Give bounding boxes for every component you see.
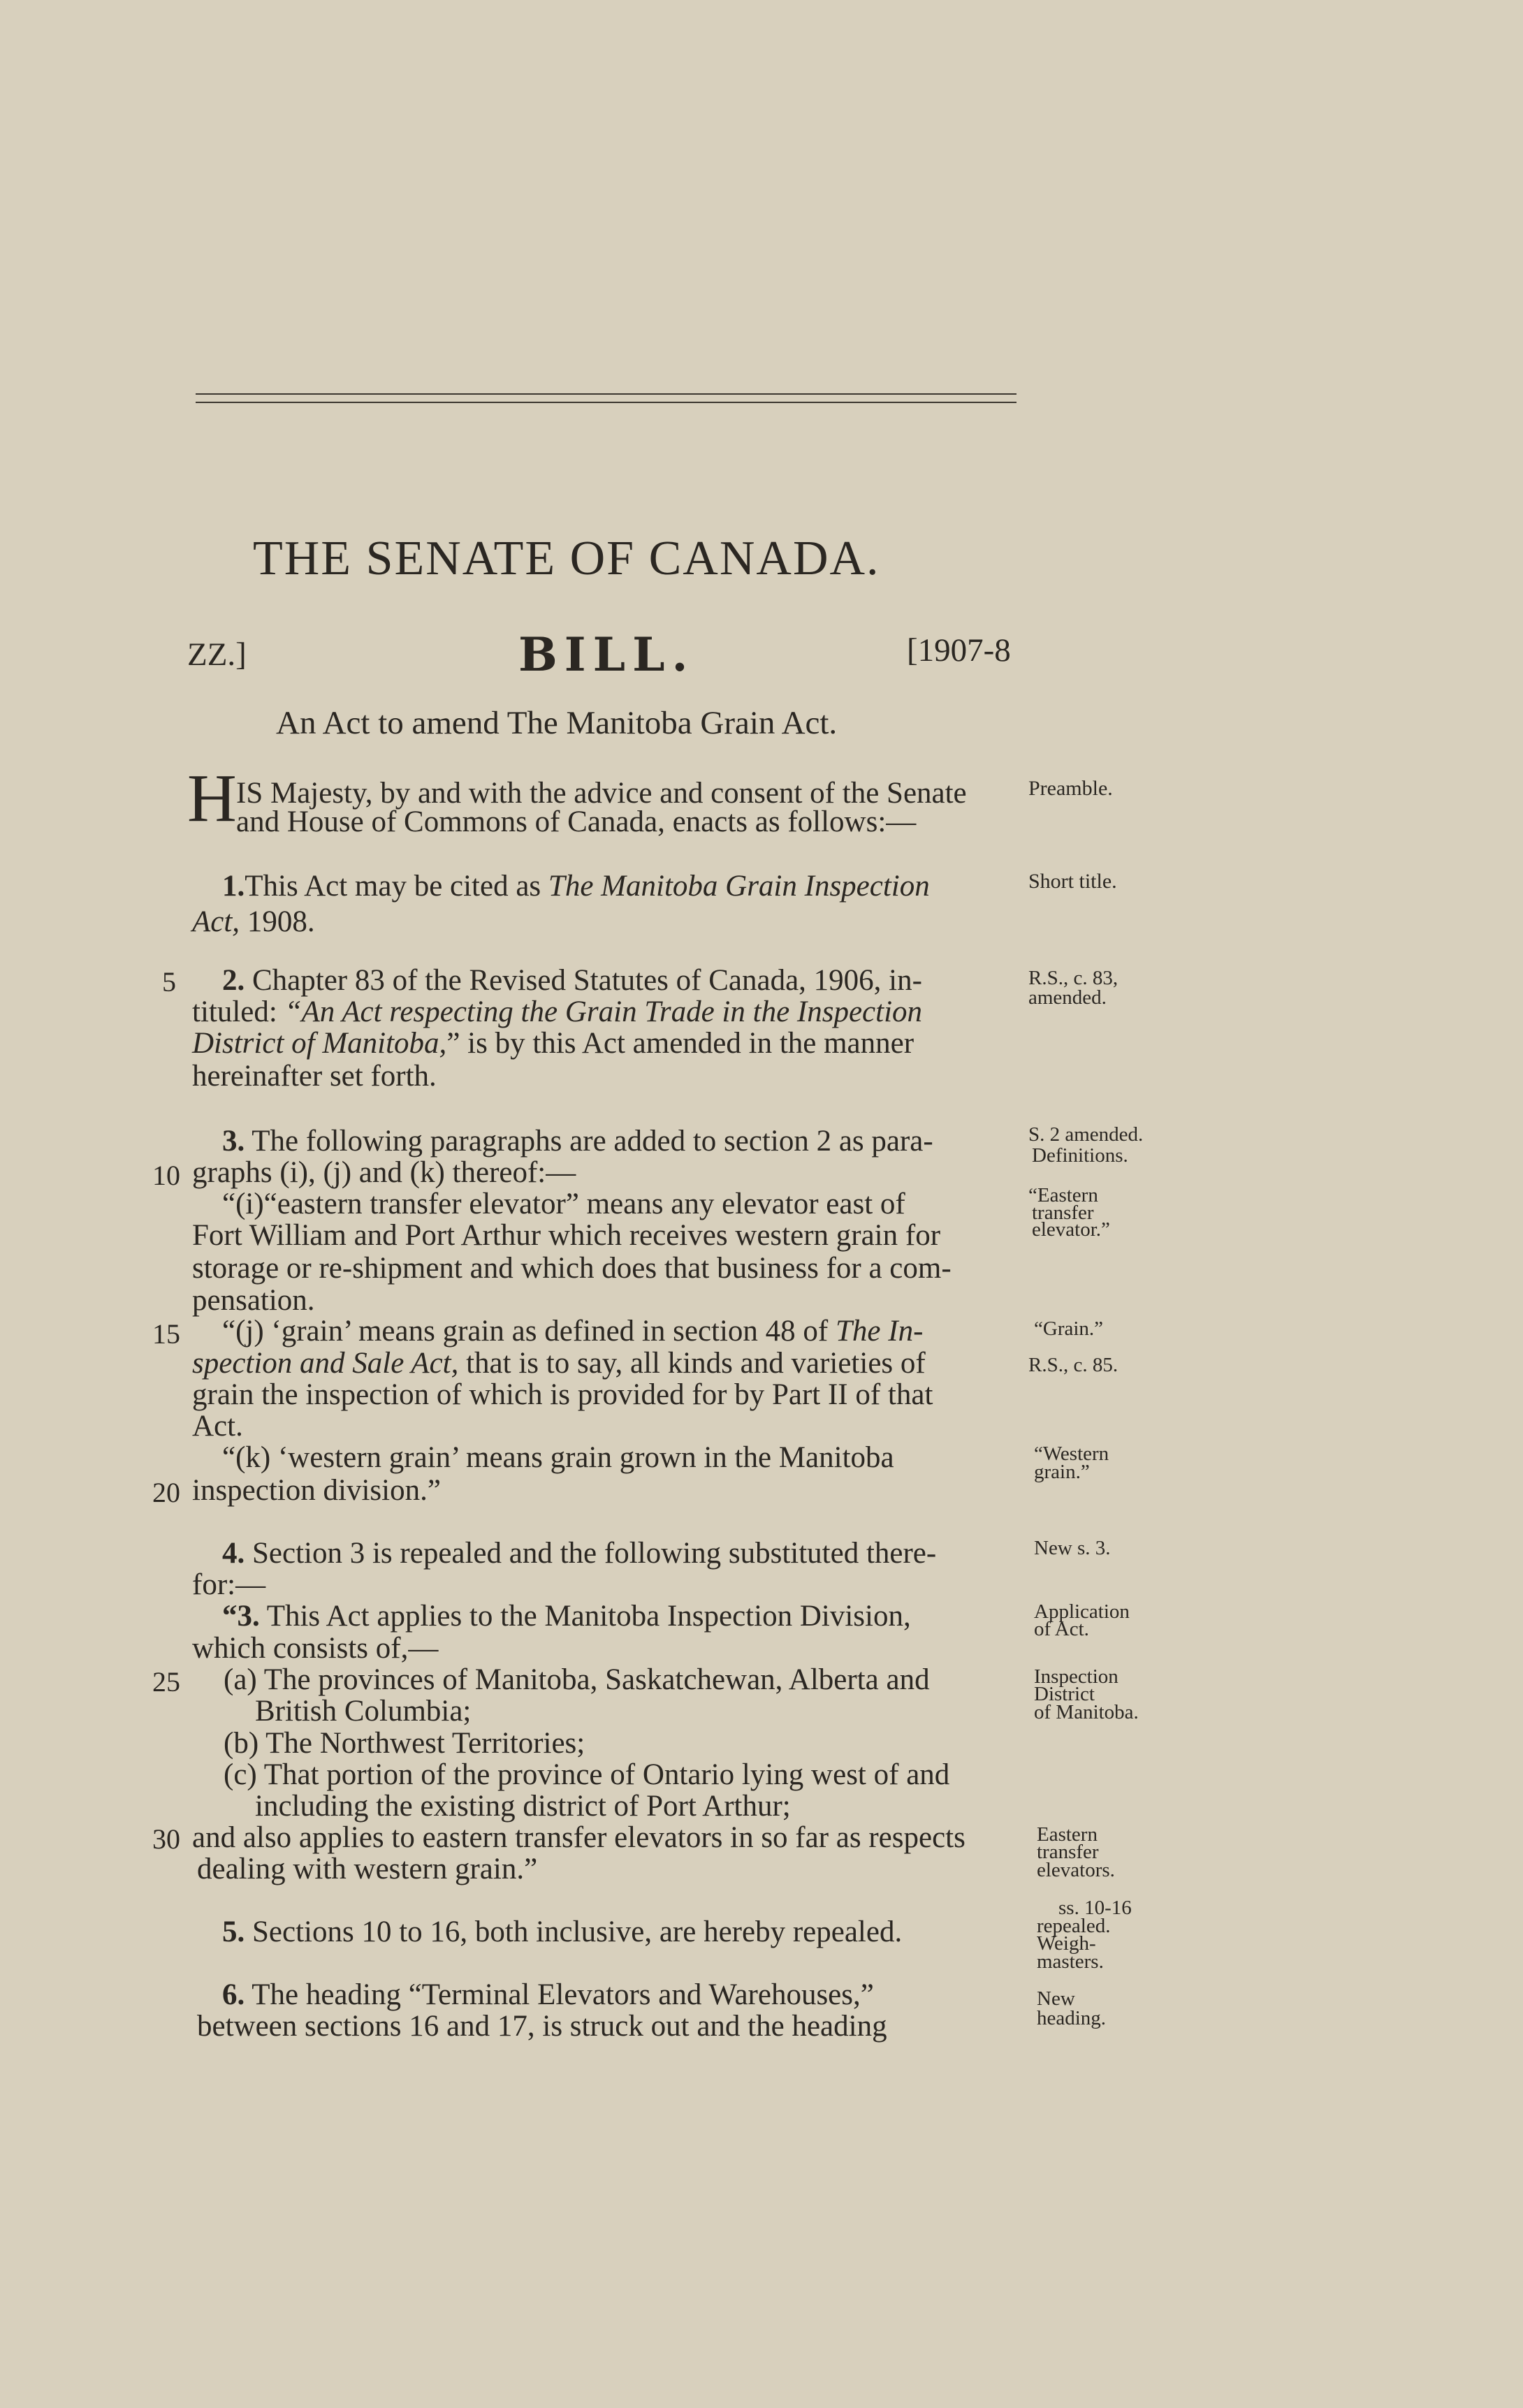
new-s3-line-2: which consists of,— xyxy=(192,1632,439,1665)
margin-note-western: “Western xyxy=(1034,1443,1109,1465)
clause-a-line-2: British Columbia; xyxy=(255,1695,472,1728)
top-rule xyxy=(196,393,1016,395)
margin-note-ss10-16: ss. 10-16 xyxy=(1058,1897,1132,1919)
clause-b-line: (b) The Northwest Territories; xyxy=(224,1727,585,1760)
session-year: [1907-8 xyxy=(907,632,1011,669)
section-5-number: 5. xyxy=(222,1916,245,1948)
section-3-text: The following paragraphs are added to section 2 as para- xyxy=(245,1125,933,1158)
section-4-line-2: for:— xyxy=(192,1568,266,1601)
section-3-line-1 xyxy=(222,1125,933,1158)
margin-note-preamble: Preamble. xyxy=(1028,777,1113,800)
margin-note-amended: amended. xyxy=(1028,986,1107,1009)
margin-note-rs85: R.S., c. 85. xyxy=(1028,1354,1118,1376)
margin-note-elevators: elevators. xyxy=(1037,1859,1115,1881)
para-k-line-2: inspection division.” xyxy=(192,1474,441,1507)
new-s3-text: This Act applies to the Manitoba Inspection Division, xyxy=(259,1600,911,1633)
section-3-number: 3. xyxy=(222,1125,245,1158)
section-4-text: Section 3 is repealed and the following substituted there- xyxy=(245,1537,937,1570)
para-i-line-1: “(i)“eastern transfer elevator” means any elevator east of xyxy=(222,1188,905,1220)
para-j-act-name-cont: spection and Sale Act, xyxy=(192,1347,459,1380)
preamble-line-2: and House of Commons of Canada, enacts as follows:— xyxy=(236,805,917,838)
para-j-text: “(j) ‘grain’ means grain as defined in section 48 of xyxy=(222,1315,836,1348)
section-2-number: 2. xyxy=(222,964,245,997)
section-1-year: 1908. xyxy=(240,905,315,938)
section-5-line-1 xyxy=(222,1916,902,1948)
section-2-amended-text: ” is by this Act amended in the manner xyxy=(446,1027,914,1060)
para-j-line-4: Act. xyxy=(192,1410,243,1443)
section-1-number: 1. xyxy=(222,870,245,903)
section-5-text: Sections 10 to 16, both inclusive, are hereby repealed. xyxy=(245,1916,903,1948)
section-6-text: The heading “Terminal Elevators and Warehouses,” xyxy=(245,1978,874,2011)
margin-note-weigh: Weigh- xyxy=(1037,1932,1096,1955)
section-6-line-1 xyxy=(222,1978,874,2011)
margin-note-application: Application xyxy=(1034,1600,1130,1623)
section-2-text: Chapter 83 of the Revised Statutes of Canada, 1906, in- xyxy=(245,964,922,997)
bill-code: ZZ.] xyxy=(187,636,247,673)
para-j-line-2 xyxy=(192,1347,926,1380)
margin-note-s2-amended: S. 2 amended. xyxy=(1028,1123,1144,1146)
top-rule-second xyxy=(196,402,1016,403)
para-j-text-cont: that is to say, all kinds and varieties of xyxy=(458,1347,926,1380)
section-1-line-2 xyxy=(192,905,315,938)
new-s3-number: “3. xyxy=(222,1600,260,1633)
section-6-line-2: between sections 16 and 17, is struck out and the heading xyxy=(197,2010,887,2043)
para-j-act-name: The In- xyxy=(836,1315,924,1348)
section-2-line-4: hereinafter set forth. xyxy=(192,1060,437,1093)
margin-note-rs83: R.S., c. 83, xyxy=(1028,967,1118,989)
section-2-tituled: tituled: xyxy=(192,995,285,1028)
margin-note-masters: masters. xyxy=(1037,1950,1104,1973)
line-number-30: 30 xyxy=(152,1823,180,1855)
para-i-line-2: Fort William and Port Arthur which receives western grain for xyxy=(192,1219,941,1252)
margin-note-inspection: Inspection xyxy=(1034,1665,1118,1688)
clause-c-line-1: (c) That portion of the province of Ontario lying west of and xyxy=(224,1758,950,1791)
section-2-line-2 xyxy=(192,995,922,1028)
margin-note-new-s3: New s. 3. xyxy=(1034,1537,1111,1559)
para-i-line-3: storage or re-shipment and which does that business for a com- xyxy=(192,1252,952,1285)
margin-note-transfer-elev: transfer xyxy=(1037,1841,1099,1863)
para-i-line-4: pensation. xyxy=(192,1284,315,1317)
section-1-act-word: Act, xyxy=(192,905,240,938)
margin-note-of-act: of Act. xyxy=(1034,1618,1089,1640)
line-number-20: 20 xyxy=(152,1477,180,1508)
margin-note-new: New xyxy=(1037,1987,1075,2010)
margin-note-definitions: Definitions. xyxy=(1032,1144,1128,1167)
section-2-line-1 xyxy=(222,964,922,997)
senate-title: THE SENATE OF CANADA. xyxy=(253,532,880,585)
section-1-line-1 xyxy=(222,870,930,903)
tail-line-2: dealing with western grain.” xyxy=(197,1853,538,1885)
para-j-line-1 xyxy=(222,1315,923,1348)
para-j-line-3: grain the inspection of which is provided for by Part II of that xyxy=(192,1378,933,1411)
margin-note-grain: “Grain.” xyxy=(1034,1318,1104,1340)
section-2-line-3 xyxy=(192,1027,914,1060)
preamble-line-1: IS Majesty, by and with the advice and consent of the Senate xyxy=(236,777,967,810)
section-4-number: 4. xyxy=(222,1537,245,1570)
clause-c-line-2: including the existing district of Port Arthur; xyxy=(255,1790,791,1823)
section-4-line-1 xyxy=(222,1537,936,1570)
clause-a-line-1: (a) The provinces of Manitoba, Saskatchewan, Alberta and xyxy=(224,1663,930,1696)
para-k-line-1: “(k) ‘western grain’ means grain grown in the Manitoba xyxy=(222,1441,894,1474)
margin-note-western-grain: grain.” xyxy=(1034,1461,1090,1483)
drop-cap: H xyxy=(187,761,237,836)
section-6-number: 6. xyxy=(222,1978,245,2011)
margin-note-eastern-elev: Eastern xyxy=(1037,1823,1098,1846)
margin-note-repealed: repealed. xyxy=(1037,1915,1111,1937)
margin-note-elevator: elevator.” xyxy=(1032,1218,1110,1241)
section-1-text: This Act may be cited as xyxy=(245,870,548,903)
tail-line-1: and also applies to eastern transfer elevators in so far as respects xyxy=(192,1821,965,1854)
bill-label: BILL. xyxy=(518,627,695,682)
section-1-act-name: The Manitoba Grain Inspection xyxy=(548,870,930,903)
line-number-15: 15 xyxy=(152,1318,180,1350)
margin-note-short-title: Short title. xyxy=(1028,870,1117,893)
margin-note-of-manitoba: of Manitoba. xyxy=(1034,1701,1139,1723)
section-2-act-title: “An Act respecting the Grain Trade in the Inspection xyxy=(284,995,923,1028)
section-3-line-2: graphs (i), (j) and (k) thereof:— xyxy=(192,1156,576,1189)
margin-note-district: District xyxy=(1034,1683,1095,1705)
margin-note-eastern: “Eastern xyxy=(1028,1184,1098,1206)
act-title: An Act to amend The Manitoba Grain Act. xyxy=(276,705,838,741)
new-s3-line-1 xyxy=(222,1600,911,1633)
margin-note-heading: heading. xyxy=(1037,2007,1107,2029)
line-number-5: 5 xyxy=(162,966,176,998)
margin-note-transfer: transfer xyxy=(1032,1202,1094,1224)
section-2-district: District of Manitoba, xyxy=(192,1027,447,1060)
line-number-25: 25 xyxy=(152,1666,180,1698)
line-number-10: 10 xyxy=(152,1160,180,1191)
